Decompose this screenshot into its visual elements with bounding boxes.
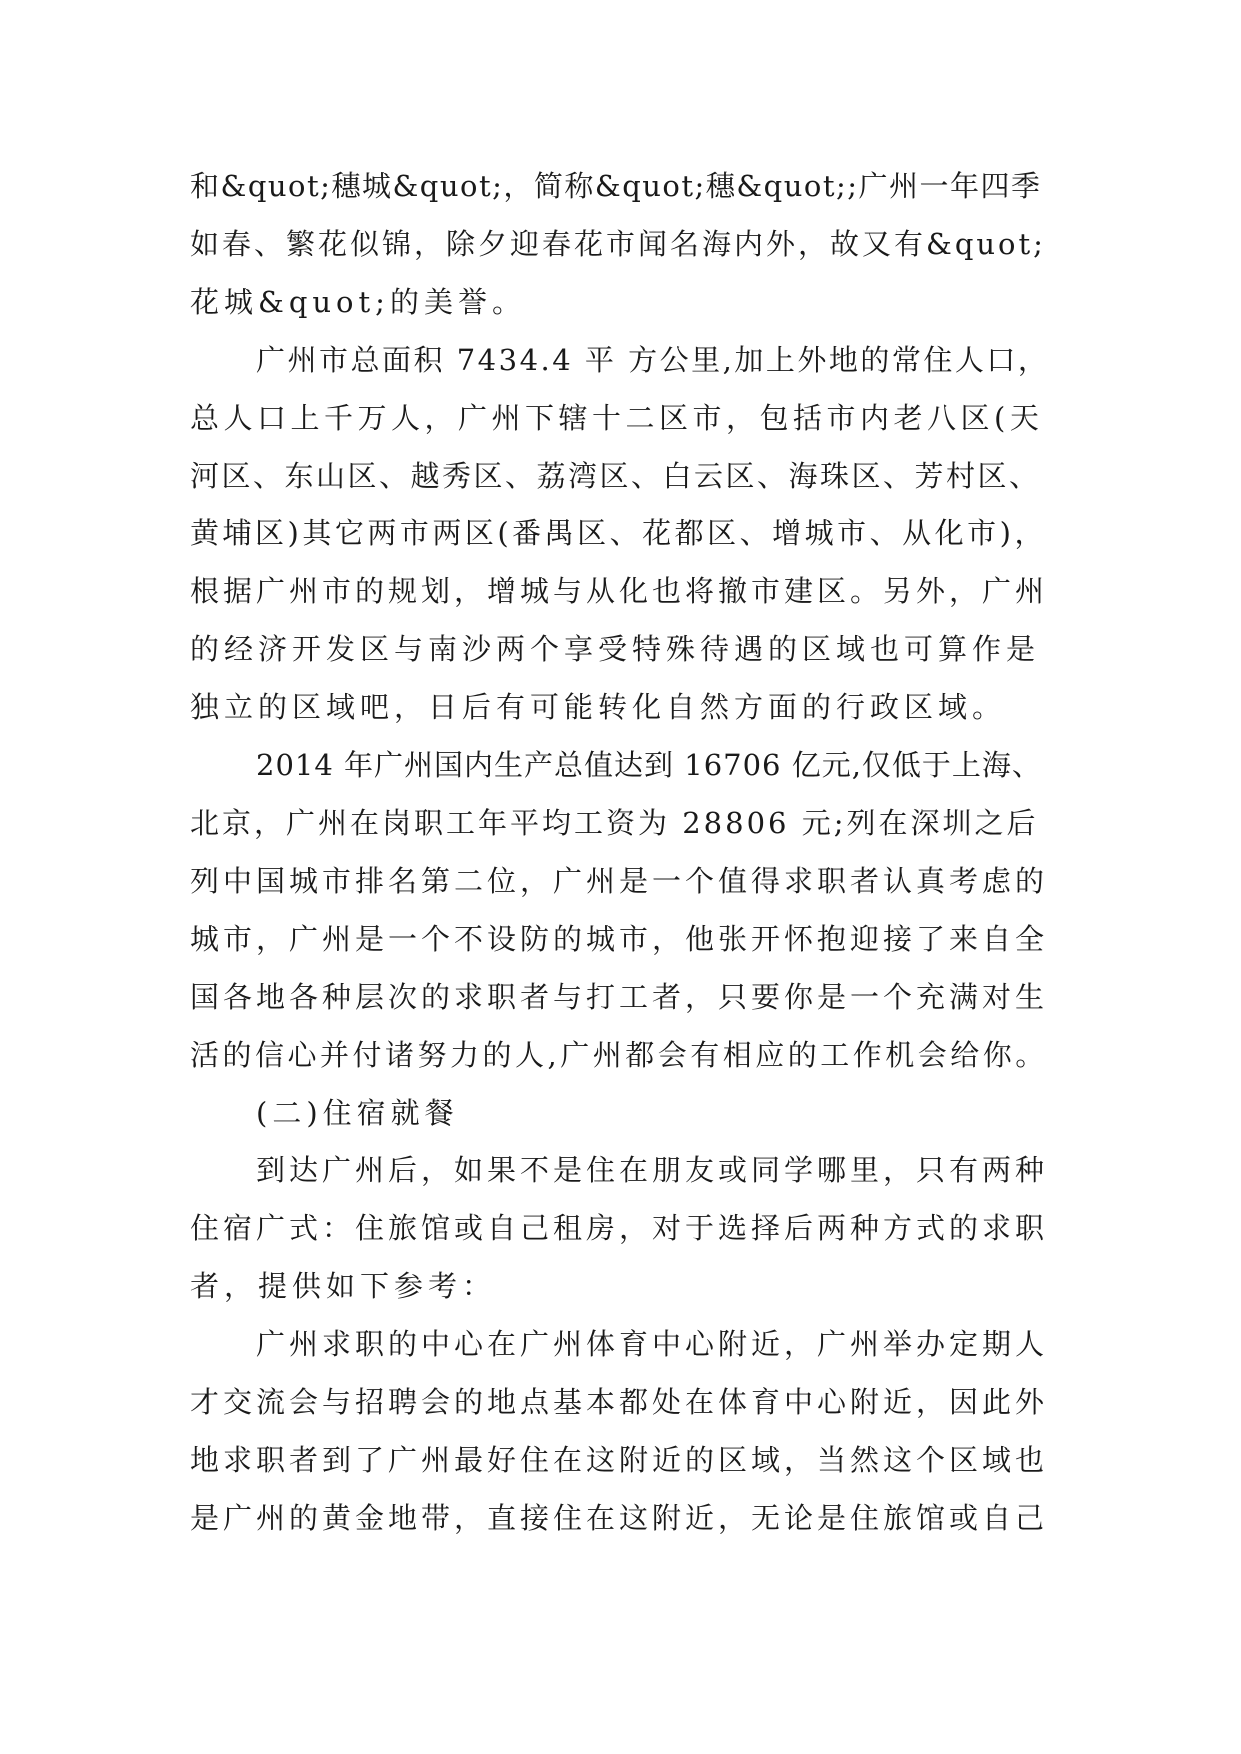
text-line-5: 总人口上千万人，广州下辖十二区市，包括市内老八区(天 bbox=[190, 400, 1044, 435]
text-line-13: 列中国城市排名第二位，广州是一个值得求职者认真考虑的 bbox=[190, 863, 1049, 898]
text-line-20: 者，提供如下参考： bbox=[190, 1269, 497, 1304]
text-line-21: 广州求职的中心在广州体育中心附近，广州举办定期人 bbox=[256, 1327, 1049, 1362]
text-line-23: 地求职者到了广州最好住在这附近的区域，当然这个区域也 bbox=[190, 1442, 1049, 1477]
text-line-14: 城市，广州是一个不设防的城市，他张开怀抱迎接了来自全 bbox=[190, 921, 1049, 956]
text-line-19: 住宿广式：住旅馆或自己租房，对于选择后两种方式的求职 bbox=[190, 1211, 1049, 1246]
text-line-24: 是广州的黄金地带，直接住在这附近，无论是住旅馆或自己 bbox=[190, 1500, 1049, 1535]
document-body bbox=[190, 158, 1050, 1548]
text-line-12: 北京，广州在岗职工年平均工资为 28806 元;列在深圳之后 bbox=[190, 805, 1039, 840]
text-line-11: 2014 年广州国内生产总值达到 16706 亿元,仅低于上海、 bbox=[256, 748, 1042, 783]
text-line-4: 广州市总面积 7434.4 平 方公里,加上外地的常住人口， bbox=[256, 342, 1050, 377]
text-line-2: 如春、繁花似锦，除夕迎春花市闻名海内外，故又有&quot; bbox=[190, 226, 1046, 261]
text-line-3: 花城&quot;的美誉。 bbox=[190, 284, 526, 319]
text-line-9: 的经济开发区与南沙两个享受特殊待遇的区域也可算作是 bbox=[190, 632, 1041, 667]
text-line-8: 根据广州市的规划，增城与从化也将撤市建区。另外，广州 bbox=[190, 574, 1049, 609]
text-line-7: 黄埔区)其它两市两区(番禺区、花都区、增城市、从化市)， bbox=[190, 516, 1047, 551]
text-line-15: 国各地各种层次的求职者与打工者，只要你是一个充满对生 bbox=[190, 979, 1049, 1014]
text-line-1: 和&quot;穗城&quot;，简称&quot;穗&quot;;广州一年四季 bbox=[190, 169, 1042, 203]
text-line-16: 活的信心并付诸努力的人,广州都会有相应的工作机会给你。 bbox=[190, 1037, 1048, 1072]
text-line-10: 独立的区域吧，日后有可能转化自然方面的行政区域。 bbox=[190, 690, 1007, 725]
text-line-18: 到达广州后，如果不是住在朋友或同学哪里，只有两种 bbox=[256, 1153, 1049, 1188]
text-line-22: 才交流会与招聘会的地点基本都处在体育中心附近，因此外 bbox=[190, 1385, 1049, 1420]
section-heading: (二)住宿就餐 bbox=[256, 1095, 459, 1130]
text-line-6: 河区、东山区、越秀区、荔湾区、白云区、海珠区、芳村区、 bbox=[190, 458, 1041, 493]
